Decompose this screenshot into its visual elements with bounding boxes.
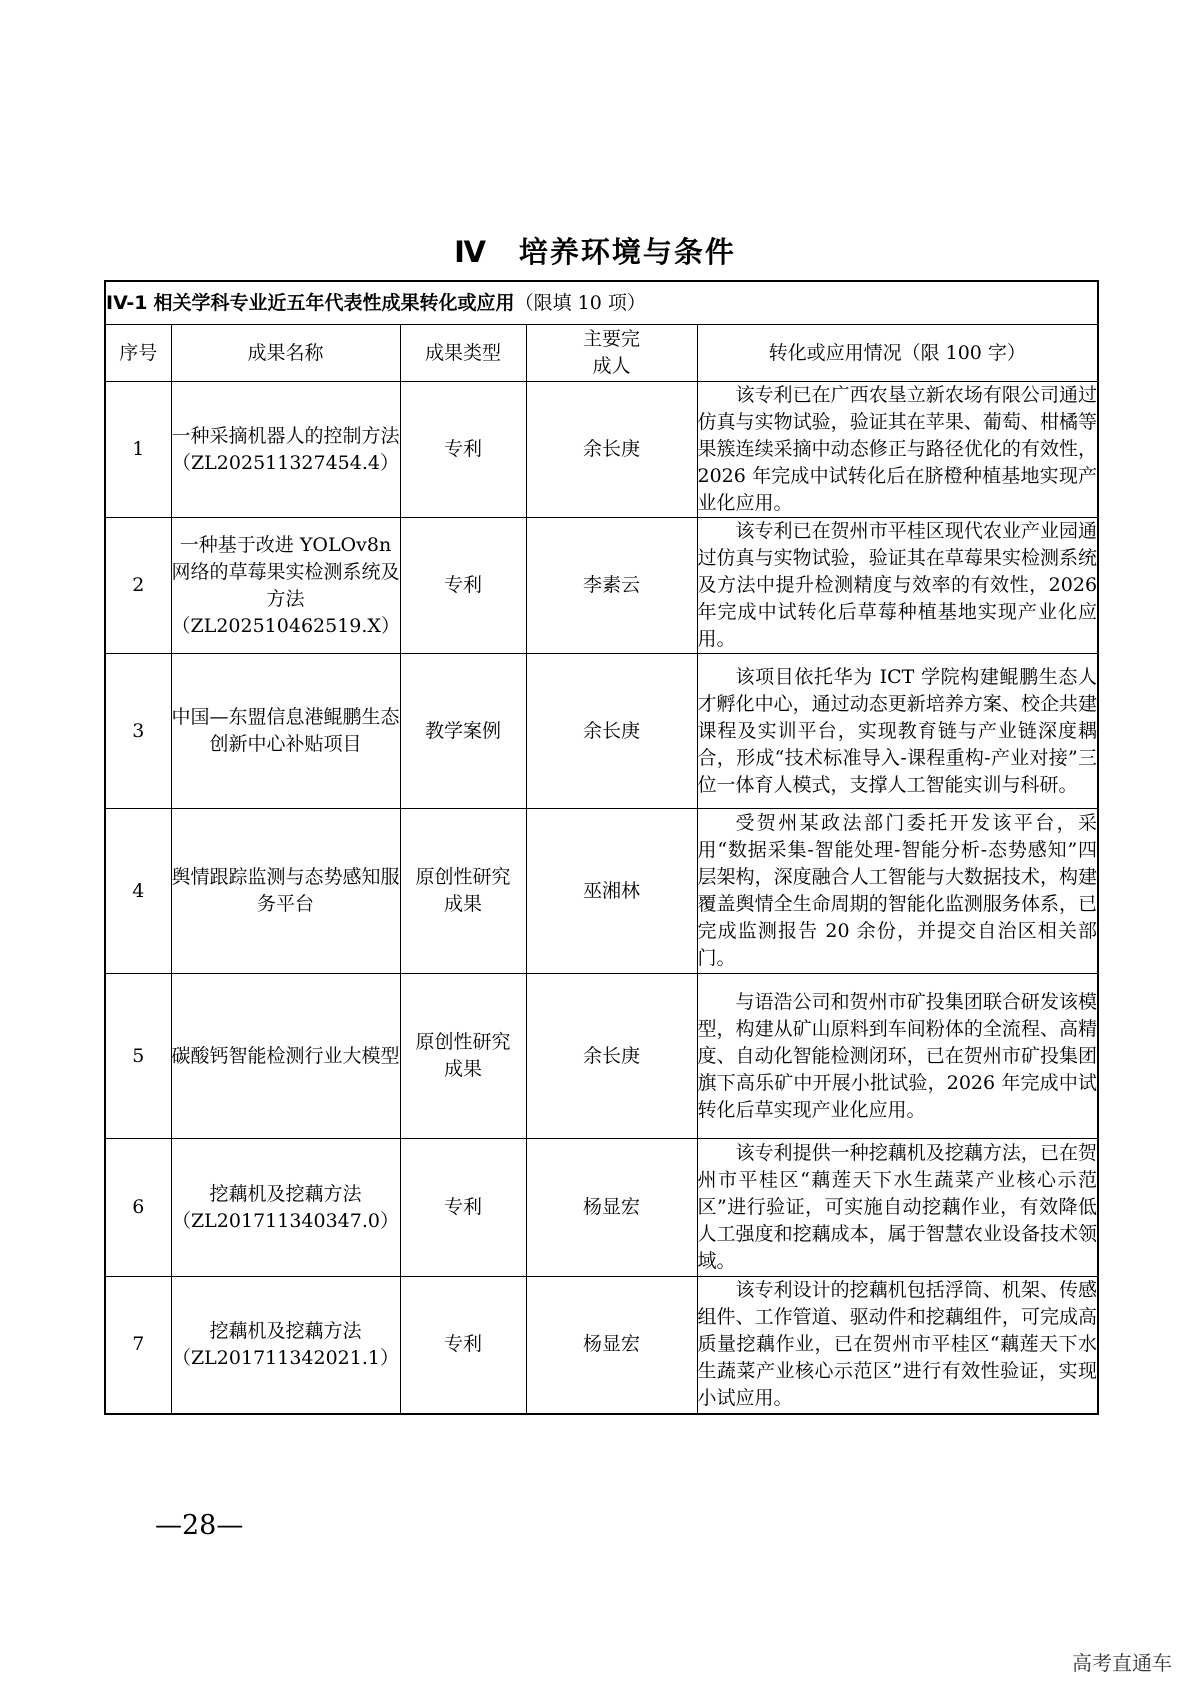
row-name: 一种采摘机器人的控制方法（ZL202511327454.4）: [171, 382, 400, 518]
row-no: 3: [105, 654, 171, 809]
table-row: [105, 654, 1098, 809]
row-type: 专利: [400, 1277, 526, 1414]
row-no: 2: [105, 518, 171, 654]
row-person: 余长庚: [526, 974, 697, 1139]
row-name: 挖藕机及挖藕方法（ZL201711342021.1）: [171, 1277, 400, 1414]
row-person: 杨显宏: [526, 1277, 697, 1414]
row-desc: 该项目依托华为 ICT 学院构建鲲鹏生态人才孵化中心，通过动态更新培养方案、校企共建课程及实训平台，实现教育链与产业链深度耦合，形成“技术标准导入-课程重构-产业对接”三位一体育人模式，支撑人工智能实训与科研。: [697, 654, 1098, 809]
table-row: [105, 518, 1098, 654]
row-desc: 受贺州某政法部门委托开发该平台，采用“数据采集-智能处理-智能分析-态势感知”四层架构，深度融合人工智能与大数据技术，构建覆盖舆情全生命周期的智能化监测服务体系，已完成监测报告 20 余份，并提交自治区相关部门。: [697, 809, 1098, 974]
row-desc: 与语浩公司和贺州市矿投集团联合研发该模型，构建从矿山原料到车间粉体的全流程、高精度、自动化智能检测闭环，已在贺州市矿投集团旗下高乐矿中开展小批试验，2026 年完成中试转化后草实现产业化应用。: [697, 974, 1098, 1139]
row-desc: 该专利已在广西农垦立新农场有限公司通过仿真与实物试验，验证其在苹果、葡萄、柑橘等果簇连续采摘中动态修正与路径优化的有效性，2026 年完成中试转化后在脐橙种植基地实现产业化应用。: [697, 382, 1098, 518]
row-type: 专利: [400, 382, 526, 518]
row-type: 专利: [400, 1139, 526, 1277]
row-type: 原创性研究成果: [400, 974, 526, 1139]
row-person: 李素云: [526, 518, 697, 654]
row-name: 碳酸钙智能检测行业大模型: [171, 974, 400, 1139]
row-name: 舆情跟踪监测与态势感知服务平台: [171, 809, 400, 974]
row-no: 7: [105, 1277, 171, 1414]
row-type: 专利: [400, 518, 526, 654]
row-no: 4: [105, 809, 171, 974]
row-name: 一种基于改进 YOLOv8n 网络的草莓果实检测系统及方法（ZL202510462519.X）: [171, 518, 400, 654]
row-no: 6: [105, 1139, 171, 1277]
table-row: [105, 1277, 1098, 1414]
row-desc: 该专利已在贺州市平桂区现代农业产业园通过仿真与实物试验，验证其在草莓果实检测系统及方法中提升检测精度与效率的有效性，2026 年完成中试转化后草莓种植基地实现产业化应用。: [697, 518, 1098, 654]
col-header-person: 主要完成人: [526, 325, 697, 382]
section-header-row: [105, 281, 1098, 325]
row-desc: 该专利设计的挖藕机包括浮筒、机架、传感组件、工作管道、驱动件和挖藕组件，可完成高质量挖藕作业，已在贺州市平桂区“藕莲天下水生蔬菜产业核心示范区”进行有效性验证，实现小试应用。: [697, 1277, 1098, 1414]
row-name: 中国—东盟信息港鲲鹏生态创新中心补贴项目: [171, 654, 400, 809]
row-type: 原创性研究成果: [400, 809, 526, 974]
section-code: IV-1: [106, 291, 148, 314]
achievements-table: [104, 280, 1099, 1415]
row-name: 挖藕机及挖藕方法（ZL201711340347.0）: [171, 1139, 400, 1277]
table-row: [105, 974, 1098, 1139]
col-header-name: 成果名称: [171, 325, 400, 382]
watermark-text: 高考直通车: [1072, 1651, 1172, 1675]
col-header-no: 序号: [105, 325, 171, 382]
row-type: 教学案例: [400, 654, 526, 809]
page-number: —28—: [155, 1510, 244, 1541]
col-header-desc: 转化或应用情况（限 100 字）: [697, 325, 1098, 382]
row-person: 巫湘林: [526, 809, 697, 974]
row-person: 余长庚: [526, 382, 697, 518]
section-title: 相关学科专业近五年代表性成果转化或应用: [153, 291, 515, 314]
page-title: Ⅳ 培养环境与条件: [454, 235, 736, 269]
row-desc: 该专利提供一种挖藕机及挖藕方法，已在贺州市平桂区“藕莲天下水生蔬菜产业核心示范区”进行验证，可实施自动挖藕作业，有效降低人工强度和挖藕成本，属于智慧农业设备技术领域。: [697, 1139, 1098, 1277]
section-note: （限填 10 项）: [514, 291, 646, 314]
col-header-type: 成果类型: [400, 325, 526, 382]
row-no: 1: [105, 382, 171, 518]
row-person: 余长庚: [526, 654, 697, 809]
table-row: [105, 382, 1098, 518]
section-header: [105, 281, 1098, 325]
column-header-row: [105, 325, 1098, 382]
row-person: 杨显宏: [526, 1139, 697, 1277]
table-row: [105, 1139, 1098, 1277]
table-row: [105, 809, 1098, 974]
row-no: 5: [105, 974, 171, 1139]
